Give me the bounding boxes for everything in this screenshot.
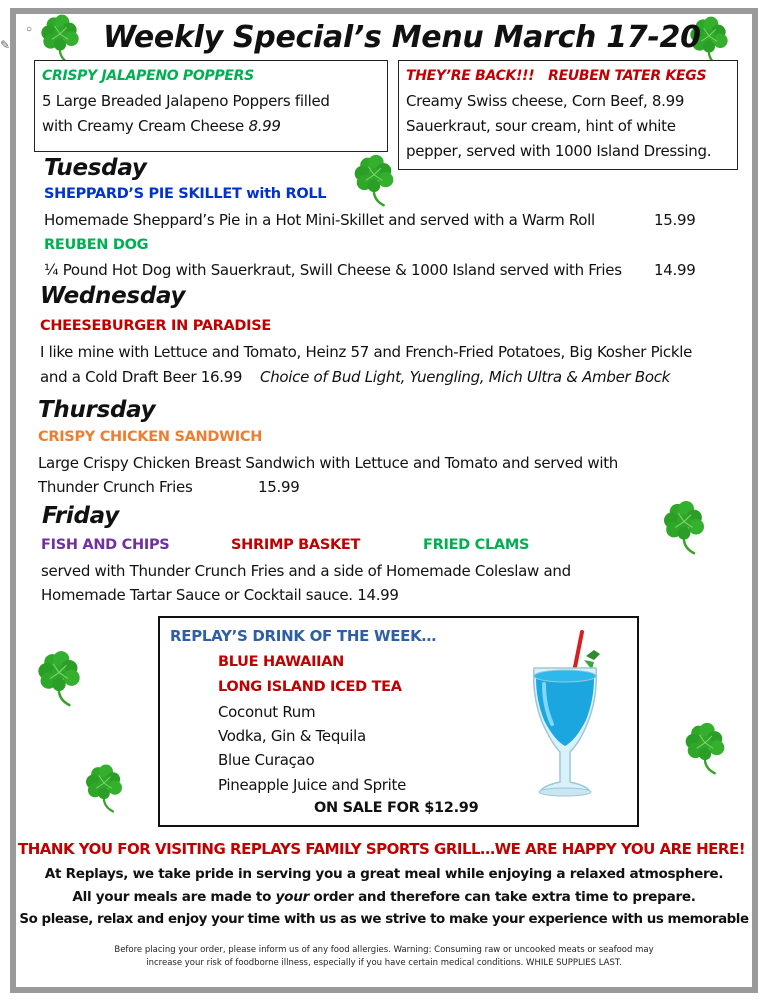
thursday-item-name: CRISPY CHICKEN SANDWICH [38,429,263,445]
friday-item-shrimp: SHRIMP BASKET [231,537,361,553]
thursday-price: 15.99 [258,478,300,496]
friday-heading: Friday [42,503,119,529]
wednesday-beer-note: Choice of Bud Light, Yuengling, Mich Ultra & Amber Bock [260,368,671,386]
friday-desc-line2: Homemade Tartar Sauce or Cocktail sauce. 14.99 [41,586,399,604]
pin-icon: ✎ [0,38,11,52]
drink-ingredient: Vodka, Gin & Tequila [218,727,366,745]
friday-desc-line1: served with Thunder Crunch Fries and a side of Homemade Coleslaw and [41,562,571,580]
poppers-desc-line1: 5 Large Breaded Jalapeno Poppers filled [42,92,330,110]
drink-ingredient: Blue Curaçao [218,751,315,769]
tuesday-item2-name: REUBEN DOG [44,237,149,253]
drink-name-2: LONG ISLAND ICED TEA [218,679,402,695]
footer-line-1: At Replays, we take pride in serving you a great meal while enjoying a relaxed atmosphere. [44,866,724,882]
reuben-kegs-name: REUBEN TATER KEGS [548,68,707,84]
allergy-warning-line-1: Before placing your order, please inform us of any food allergies. Warning: Consuming raw or uncooked meats or seafood may [114,945,654,955]
wednesday-desc-line2: and a Cold Draft Beer 16.99 Choice of Bud Light, Yuengling, Mich Ultra & Amber Bock [40,368,671,386]
friday-item-clams: FRIED CLAMS [423,537,530,553]
footer-line-3: So please, relax and enjoy your time with us as we strive to make your experience with us memorable [19,912,749,927]
shamrock-icon [34,10,86,66]
page-title: Weekly Special’s Menu March 17-20 [103,20,701,55]
reuben-kegs-line2: Sauerkraut, sour cream, hint of white [406,117,676,135]
allergy-warning-line-2: increase your risk of foodborne illness, especially if you have certain medical conditions. WHILE SUPPLIES LAST. [146,958,622,968]
drink-sale-price: ON SALE FOR $12.99 [314,800,479,816]
thank-you-banner: THANK YOU FOR VISITING REPLAYS FAMILY SPORTS GRILL…WE ARE HAPPY YOU ARE HERE! [18,840,746,858]
shamrock-icon [34,646,84,708]
footer-line-2: All your meals are made to your order and therefore can take extra time to prepare. [72,889,696,905]
friday-item-fish: FISH AND CHIPS [41,537,170,553]
tuesday-item1-desc: Homemade Sheppard’s Pie in a Hot Mini-Skillet and served with a Warm Roll [44,211,595,229]
drink-header: REPLAY’S DRINK OF THE WEEK… [170,627,437,645]
wednesday-heading: Wednesday [40,283,186,309]
reuben-kegs-heading [406,68,706,84]
reuben-kegs-tag: THEY’RE BACK!!! [406,68,535,84]
wednesday-item-name: CHEESEBURGER IN PARADISE [40,318,272,334]
tuesday-item2-desc: ¼ Pound Hot Dog with Sauerkraut, Swill Cheese & 1000 Island served with Fries [44,261,622,279]
drink-name-1: BLUE HAWAIIAN [218,654,345,670]
thursday-heading: Thursday [38,397,156,423]
thursday-desc-line1: Large Crispy Chicken Breast Sandwich with Lettuce and Tomato and served with [38,454,618,472]
tuesday-heading: Tuesday [44,155,147,181]
drink-ingredient: Pineapple Juice and Sprite [218,776,407,794]
tuesday-item1-price: 15.99 [654,211,696,229]
drink-ingredient: Coconut Rum [218,703,316,721]
poppers-desc-line2: with Creamy Cream Cheese 8.99 [42,117,281,135]
reuben-kegs-line1: Creamy Swiss cheese, Corn Beef, 8.99 [406,92,685,110]
shamrock-icon [680,718,730,776]
tuesday-item1-name: SHEPPARD’S PIE SKILLET with ROLL [44,186,327,202]
thursday-desc-line2: Thunder Crunch Fries [38,478,193,496]
poppers-price: 8.99 [248,117,281,135]
reuben-kegs-line3: pepper, served with 1000 Island Dressing. [406,142,712,160]
cocktail-glass-icon [522,626,608,810]
wednesday-desc-line1: I like mine with Lettuce and Tomato, Heinz 57 and French-Fried Potatoes, Big Kosher Pickle [40,343,693,361]
shamrock-icon [76,760,132,814]
bullet-icon: ○ [26,24,33,35]
shamrock-icon [658,496,710,556]
poppers-name: CRISPY JALAPENO POPPERS [42,68,254,84]
shamrock-icon [344,150,404,208]
tuesday-item2-price: 14.99 [654,261,696,279]
